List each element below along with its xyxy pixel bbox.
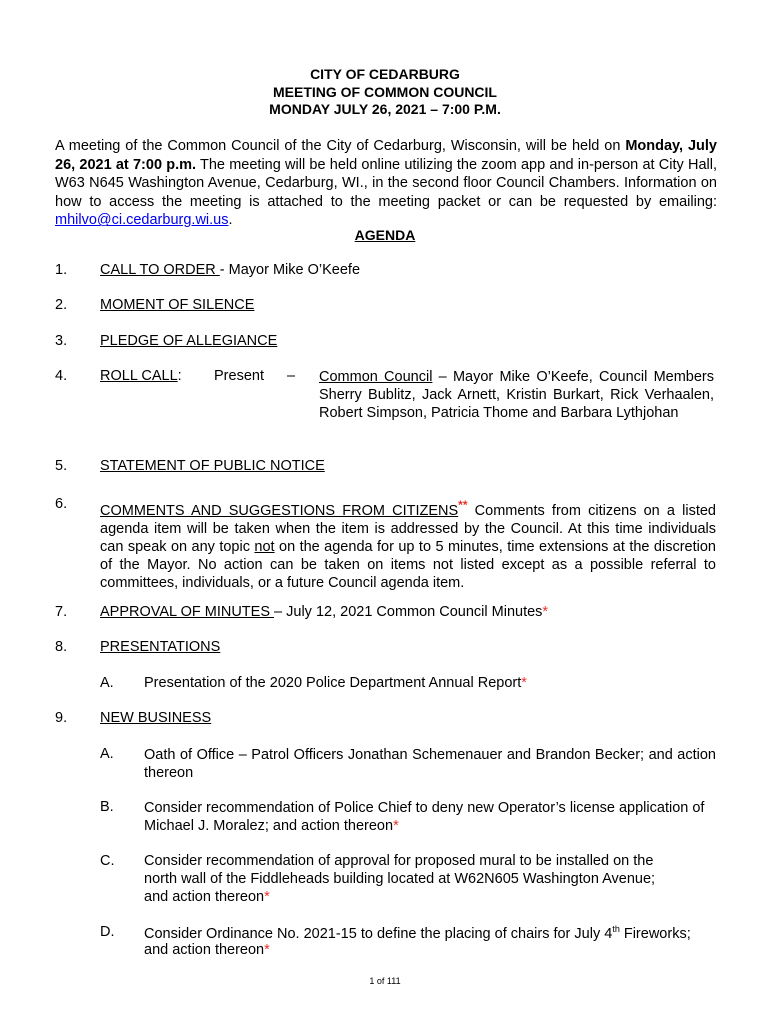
item-8-number: 8. [55, 639, 68, 655]
item-1 [100, 262, 360, 278]
item-7 [100, 604, 548, 620]
item-6-stars: ** [458, 498, 468, 512]
item-8a-star: * [521, 675, 527, 691]
intro-bold-date: Monday, July 26, 2021 at 7:00 p.m. [55, 138, 717, 173]
item-9a-letter: A. [100, 746, 114, 762]
item-4-colon: : [177, 368, 182, 384]
item-9c-line-3 [144, 889, 270, 905]
item-9c-line-2: north wall of the Fiddleheads building located at W62N605 Washington Avenue; [144, 871, 656, 887]
item-6-text-1: Comments from citizens on a listed agenda item will be taken when the item is addressed by the Council. At this time individuals can speak on any topic [100, 502, 716, 555]
item-9-title: NEW BUSINESS [100, 710, 212, 726]
item-9d-line-1 [144, 924, 691, 942]
item-9d-sup: th [612, 924, 620, 934]
item-9d-text-2: Fireworks; [619, 925, 691, 942]
item-7-star: * [542, 604, 549, 620]
item-3-number: 3. [55, 333, 68, 349]
item-4-present: Present [214, 368, 264, 384]
item-4-council [319, 368, 714, 422]
intro-text-2: The meeting will be held online utilizing the zoom app and in-person at City Hall, W63 N645 Washington Avenue, Cedarburg, WI., in the second floor Council Chambers. Information on how to access the meeting is attached to the meeting packet or can be requested by emailing: [55, 156, 718, 210]
item-8a-text: Presentation of the 2020 Police Department Annual Report [144, 675, 522, 691]
item-1-title: CALL TO ORDER [100, 262, 220, 278]
item-6-not: not [254, 538, 275, 555]
item-9c-star: * [264, 889, 270, 905]
item-9c-text-3: and action thereon [144, 889, 265, 905]
item-6-paragraph [100, 496, 716, 592]
item-7-title: APPROVAL OF MINUTES [100, 604, 275, 620]
item-1-rest: - Mayor Mike O’Keefe [219, 262, 361, 278]
item-9b [144, 799, 716, 835]
item-9a-text: Oath of Office – Patrol Officers Jonathan Schemenauer and Brandon Becker; and action thereon [144, 747, 716, 781]
header-date: MONDAY JULY 26, 2021 – 7:00 P.M. [269, 101, 501, 117]
item-9-number: 9. [55, 710, 68, 726]
intro-paragraph [55, 137, 717, 230]
item-7-number: 7. [55, 604, 68, 620]
item-9b-letter: B. [100, 799, 114, 815]
item-9d-text-3: and action thereon [144, 942, 265, 958]
item-9d-text-1: Consider Ordinance No. 2021-15 to define the placing of chairs for July 4 [144, 925, 613, 942]
item-4-council-members: – Mayor Mike O’Keefe, Council Members Sherry Bublitz, Jack Arnett, Kristin Burkart, Rick Verhaalen, Robert Simpson, Patricia Thome and Barbara Lythjohan [319, 369, 714, 421]
item-1-number: 1. [55, 262, 68, 278]
item-9d-line-2 [144, 942, 270, 958]
item-9d-letter: D. [100, 924, 115, 940]
item-2-title: MOMENT OF SILENCE [100, 297, 255, 313]
page-number: 1 of 111 [369, 976, 401, 986]
header-meeting: MEETING OF COMMON COUNCIL [273, 84, 497, 100]
item-4-dash: – [287, 368, 296, 384]
header-city: CITY OF CEDARBURG [310, 66, 460, 82]
item-9b-star: * [393, 818, 399, 834]
item-2-number: 2. [55, 297, 68, 313]
item-5-number: 5. [55, 458, 68, 474]
item-9c-line-1: Consider recommendation of approval for proposed mural to be installed on the [144, 853, 654, 869]
item-6-number: 6. [55, 496, 68, 512]
item-9b-text: Consider recommendation of Police Chief to deny new Operator’s license application of Michael J. Moralez; and action thereon [144, 800, 705, 834]
intro-text-1: A meeting of the Common Council of the City of Cedarburg, Wisconsin, will be held on [55, 138, 626, 154]
item-4-label [100, 368, 182, 384]
item-8a [144, 675, 527, 691]
item-6-title: COMMENTS AND SUGGESTIONS FROM CITIZENS [100, 502, 459, 519]
item-9c-letter: C. [100, 853, 115, 869]
item-7-rest: – July 12, 2021 Common Council Minutes [274, 604, 543, 620]
intro-end: . [228, 212, 233, 229]
item-4-number: 4. [55, 368, 68, 384]
agenda-title: AGENDA [354, 227, 416, 243]
email-link[interactable]: mhilvo@ci.cedarburg.wi.us [55, 212, 229, 229]
item-5-title: STATEMENT OF PUBLIC NOTICE [100, 458, 325, 474]
item-3-title: PLEDGE OF ALLEGIANCE [100, 333, 278, 349]
item-8a-letter: A. [100, 675, 114, 691]
item-4-council-label: Common Council [319, 369, 433, 385]
item-8-title: PRESENTATIONS [100, 639, 221, 655]
item-4-title: ROLL CALL [100, 368, 178, 384]
item-9d-star: * [264, 942, 270, 958]
item-6-text-2: on the agenda for up to 5 minutes, time extensions at the discretion of the Mayor. No action can be taken on items not listed except as a possible referral to committees, individuals, or a future Council agenda item. [100, 538, 716, 591]
